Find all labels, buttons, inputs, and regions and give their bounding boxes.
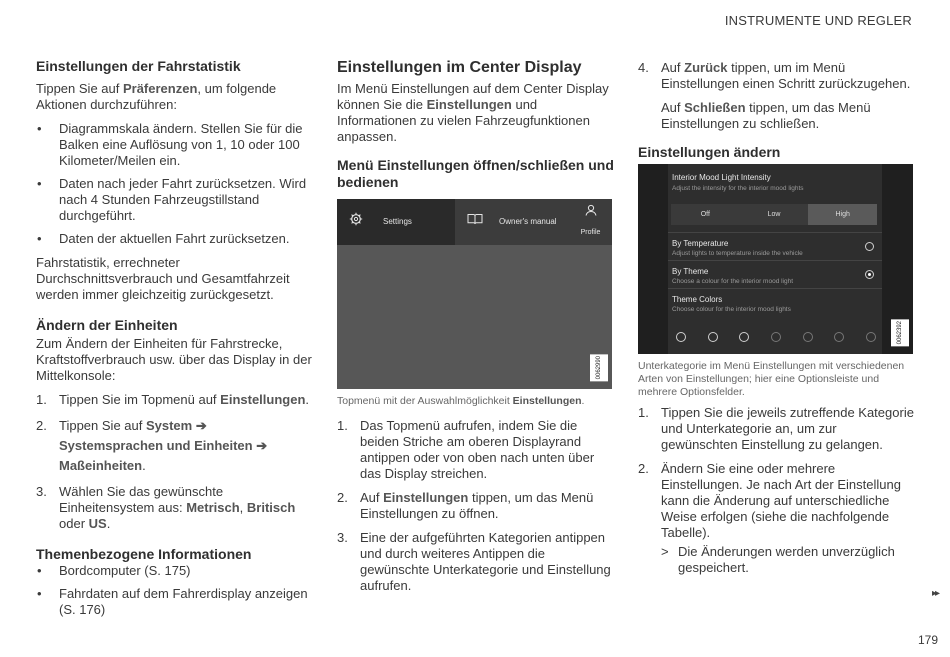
color-swatches (676, 332, 876, 342)
steps-einheiten (36, 392, 314, 532)
option-subtitle: Choose a colour for the interior mood light (672, 278, 794, 285)
profile-tab[interactable] (569, 199, 612, 245)
segment-off[interactable]: Off (671, 204, 740, 225)
steps-aendern (638, 405, 914, 576)
page-number: 179 (917, 633, 938, 647)
paragraph-einheiten: Zum Ändern der Einheiten für Fahrstrecke, Kraftstoffverbrauch usw. über das Display in der Mittelkonsole: (36, 336, 312, 383)
heading-themen: Themenbezogene Informationen (36, 546, 252, 562)
divider (668, 232, 882, 233)
related-link[interactable]: • Fahrdaten auf dem Fahrerdisplay anzeigen (S. 176) (36, 586, 314, 618)
heading-fahrstatistik: Einstellungen der Fahrstatistik (36, 58, 241, 74)
list-item: • Daten nach jeder Fahrt zurücksetzen. Wird nach 4 Stunden Fahrzeugstillstand durchgeführt. (36, 176, 314, 224)
paragraph-reset-note: Fahrstatistik, errechneter Durchschnittsverbrauch und Gesamtfahrzeit werden immer gleichzeitig zurückgesetzt. (36, 255, 290, 302)
owners-manual-tab[interactable] (455, 199, 569, 245)
heading-einstellungen-aendern: Einstellungen ändern (638, 144, 781, 160)
settings-panel (668, 164, 882, 354)
radio-button-selected[interactable] (865, 270, 874, 279)
option-title: Theme Colors (672, 295, 723, 304)
related-links (36, 563, 314, 618)
owners-manual-label: Owner's manual (499, 217, 557, 226)
settings-label: Settings (383, 217, 412, 226)
option-title: By Temperature (672, 239, 729, 248)
column-left (36, 58, 314, 626)
intensity-title: Interior Mood Light Intensity (672, 173, 771, 182)
heading-einheiten: Ändern der Einheiten (36, 317, 178, 333)
step-item: 1. Tippen Sie im Topmenü auf Einstellungen. (36, 392, 310, 407)
heading-menu-bedienen: Menü Einstellungen öffnen/schließen und bedienen (337, 157, 614, 190)
color-swatch[interactable] (771, 332, 781, 342)
chapter-header: INSTRUMENTE UND REGLER (724, 13, 912, 28)
option-subtitle: Adjust lights to temperature inside the vehicle (672, 250, 803, 257)
option-theme-colors[interactable] (668, 290, 882, 316)
step-item: 1. Tippen Sie die jeweils zutreffende Kategorie und Unterkategorie an, um zur gewünschten Einstellung zu gelangen. (638, 405, 914, 452)
divider (668, 260, 882, 261)
screenshot-mood-light (638, 164, 913, 354)
step-item: 2. Auf Einstellungen tippen, um das Menü Einstellungen zu öffnen. (337, 490, 594, 521)
result-note: > Die Änderungen werden unverzüglich gespeichert. (661, 544, 895, 575)
option-subtitle: Choose colour for the interior mood lights (672, 306, 791, 313)
divider (668, 288, 882, 289)
gear-icon (349, 212, 363, 232)
steps-continued (638, 60, 914, 132)
profile-icon (585, 204, 597, 223)
step-item: 3. Eine der aufgeführten Kategorien antippen und durch weiteres Antippen die gewünschte Unterkategorie und Einstellung aufrufen. (337, 530, 611, 593)
option-by-theme[interactable] (668, 262, 882, 288)
image-code: 0062990 (590, 354, 608, 381)
segment-low[interactable]: Low (740, 204, 809, 225)
column-right (638, 60, 914, 584)
column-middle (337, 58, 615, 602)
continue-arrows-icon: ▸▸ (931, 588, 938, 599)
caption-mood-light: Unterkategorie im Menü Einstellungen mit verschiedenen Arten von Einstellungen; hier eine Optionsleiste und mehrere Optionsfelder. (638, 360, 905, 398)
image-code: 0062392 (891, 319, 909, 346)
settings-tab[interactable] (337, 199, 455, 245)
list-item: • Diagrammskala ändern. Stellen Sie für die Balken eine Auflösung von 1, 10 oder 100 Kilometer/Meilen ein. (36, 121, 314, 169)
step-item: 4. Auf Zurück tippen, um im Menü Einstellungen einen Schritt zurückzugehen. Auf Schließen tippen, um das Menü Einstellungen zu schließen. (638, 60, 914, 132)
bullet-list-fahrstatistik (36, 121, 314, 247)
profile-label: Profile (580, 228, 601, 236)
top-menu-bar (337, 199, 612, 245)
step-subparagraph: Auf Schließen tippen, um das Menü Einstellungen zu schließen. (661, 100, 871, 131)
caption-top-menu: Topmenü mit der Auswahlmöglichkeit Einstellungen. (337, 395, 585, 407)
color-swatch[interactable] (803, 332, 813, 342)
related-link[interactable]: • Bordcomputer (S. 175) (36, 563, 314, 579)
book-icon (467, 213, 483, 231)
color-swatch[interactable] (676, 332, 686, 342)
list-item: • Daten der aktuellen Fahrt zurücksetzen. (36, 231, 314, 247)
intensity-segmented-control (671, 204, 877, 225)
color-swatch[interactable] (834, 332, 844, 342)
steps-menu (337, 418, 615, 594)
step-item: 3. Wählen Sie das gewünschte Einheitensystem aus: Metrisch, Britisch oder US. (36, 484, 296, 531)
arrow-icon: ➔ (256, 438, 268, 453)
radio-button[interactable] (865, 242, 874, 251)
heading-center-display: Einstellungen im Center Display (337, 59, 582, 76)
step-item: 1. Das Topmenü aufrufen, indem Sie die beiden Striche am oberen Displayrand antippen oder von oben nach unten über das Display streichen. (337, 418, 595, 481)
paragraph-center-display: Im Menü Einstellungen auf dem Center Display können Sie die Einstellungen und Informationen zu vielen Fahrzeugfunktionen anpassen. (337, 81, 609, 144)
option-by-temperature[interactable] (668, 234, 882, 260)
color-swatch[interactable] (866, 332, 876, 342)
step-item: 2. Tippen Sie auf System ➔ Systemsprachen und Einheiten ➔ Maßeinheiten. (36, 418, 268, 473)
segment-high[interactable]: High (808, 204, 877, 225)
arrow-icon: ➔ (195, 418, 207, 433)
step-item: 2. Ändern Sie eine oder mehrere Einstellungen. Je nach Art der Einstellung kann die Änderung auf unterschiedliche Weise erfolgen (siehe die nachfolgende Tabelle). > Die Änderungen werden unverzüglich gespeichert. (638, 461, 914, 576)
color-swatch[interactable] (739, 332, 749, 342)
color-swatch[interactable] (708, 332, 718, 342)
screenshot-top-menu (337, 199, 612, 389)
option-title: By Theme (672, 267, 709, 276)
intensity-subtitle: Adjust the intensity for the interior mood lights (672, 185, 804, 192)
paragraph-praeferenzen: Tippen Sie auf Präferenzen, um folgende Aktionen durchzuführen: (36, 81, 277, 112)
